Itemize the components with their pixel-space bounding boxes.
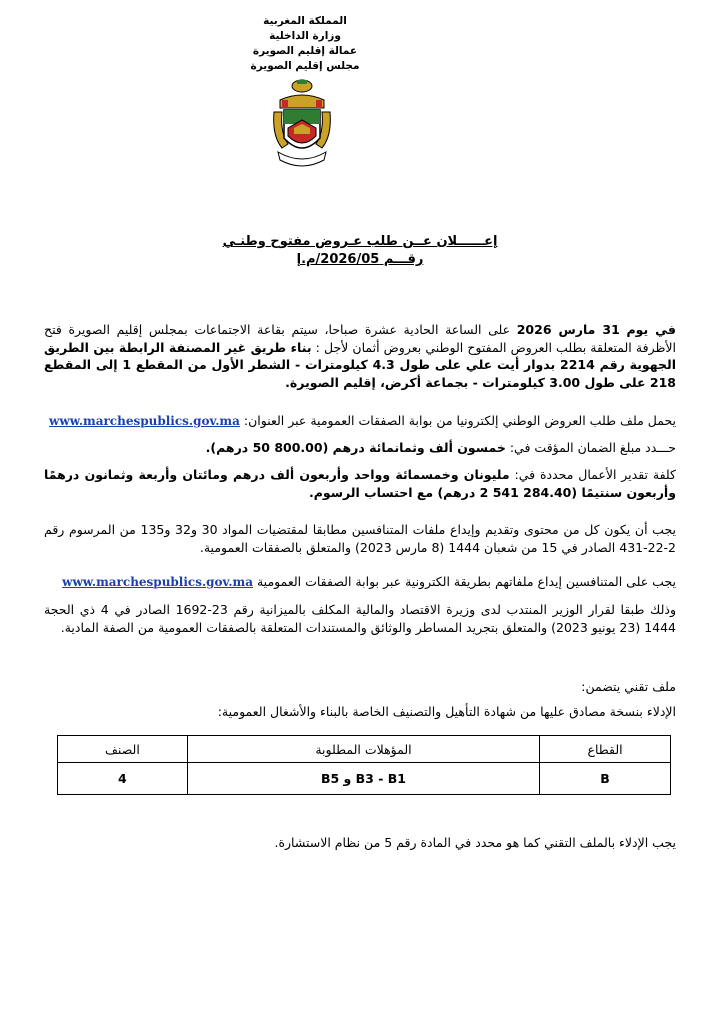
table-header-row xyxy=(58,736,671,763)
p1-object: بناء طريق غير المصنفة الرابطة بين الطريق الجهوية رقم 2214 بدوار أيت علي على طول 4.3 كيلومترات - الشطر الأول من المقطع 1 إلى المقطع 218 على طول 3.00 كيلومترات - بجماعة أكرض، إقليم الصويرة. xyxy=(44,339,676,390)
paragraph-closing xyxy=(44,834,676,852)
header-prefecture: عمالة إقليم الصويرة xyxy=(252,45,358,57)
p4-amount: مليونان وخمسمائة وواحد وأربعون ألف درهم ومائتان وأربعة وثمانون درهمًا وأربعون سنتيمًا (284.40 541 2 درهم) مع احتساب الرسوم. xyxy=(44,467,676,500)
header-sector: القطاع xyxy=(540,736,671,763)
p6-text: يجب على المتنافسين إيداع ملفاتهم بطريقة الكترونية عبر بوابة الصفقات العمومية xyxy=(256,574,676,589)
paragraph-electronic-submission xyxy=(44,573,676,592)
p4-label: كلفة تقدير الأعمال محددة في: xyxy=(514,467,676,482)
paragraph-qualification xyxy=(44,703,676,721)
p10-text: يجب الإدلاء بالملف التقني كما هو محدد في المادة رقم 5 من نظام الاستشارة. xyxy=(274,835,676,850)
paragraph-estimate xyxy=(44,466,676,501)
paragraph-download xyxy=(44,412,676,431)
title-reference: رقـــم 2026/05/م.إ xyxy=(296,252,424,267)
paragraph-decree xyxy=(44,521,676,556)
header-qualifications: المؤهلات المطلوبة xyxy=(187,736,539,763)
portal-link[interactable]: www.marchespublics.gov.ma xyxy=(49,414,240,428)
header-class: الصنف xyxy=(58,736,188,763)
p3-label: حـــدد مبلغ الضمان المؤقت في: xyxy=(509,440,676,455)
header-ministry: وزارة الداخلية xyxy=(269,30,341,42)
p1-date: 31 مارس 2026 xyxy=(516,322,620,337)
header-council: مجلس إقليم الصويرة xyxy=(250,60,360,72)
paragraph-opening xyxy=(44,321,676,391)
issuer-header xyxy=(230,14,380,74)
table-row xyxy=(58,763,671,795)
cell-sector: B xyxy=(540,763,671,795)
paragraph-guarantee xyxy=(44,439,676,457)
p7-text: وذلك طبقا لقرار الوزير المنتدب لدى وزيرة الاقتصاد والمالية المكلف بالميزانية رقم 23-1692 الصادر في 4 ذي الحجة 1444 (23 يونيو 2023) والمتعلق بتجريد المساطر والوثائق والمستندات المتعلقة بالصفقات العمومية من الصفة المادية. xyxy=(44,602,676,635)
cell-qualifications: B3 - B1 و B5 xyxy=(187,763,539,795)
coat-of-arms-icon xyxy=(270,78,334,172)
p5-text: يجب أن يكون كل من محتوى وتقديم وإيداع ملفات المتنافسين مطابقا لمقتضيات المواد 30 و32 و135 من المرسوم رقم 2-22-431 الصادر في 15 من شعبان 1444 (8 مارس 2023) والمتعلق بالصفقات العمومية. xyxy=(44,522,676,555)
p1-intro: في يوم xyxy=(626,322,676,337)
title-line-1: إعــــــلان عــن طلب عـروض مفتوح وطنـي xyxy=(222,234,498,249)
p9-text: الإدلاء بنسخة مصادق عليها من شهادة التأهيل والتصنيف الخاصة بالبناء والأشغال العمومية: xyxy=(217,704,676,719)
paragraph-ministerial-order xyxy=(44,601,676,636)
p2-text: يحمل ملف طلب العروض الوطني إلكترونيا من بوابة الصفقات العمومية عبر العنوان: xyxy=(243,413,676,428)
notice-title xyxy=(200,233,520,269)
cell-class: 4 xyxy=(58,763,188,795)
qualification-table xyxy=(57,735,671,795)
p3-amount: خمسون ألف وثمانمائة درهم (800.00 50 درهم). xyxy=(205,440,506,455)
p8-text: ملف تقني يتضمن: xyxy=(581,679,676,694)
header-kingdom: المملكة المغربية xyxy=(263,15,347,27)
paragraph-technical-file xyxy=(44,678,676,696)
p1-body: على الساعة الحادية عشرة صباحا، سيتم بقاعة الاجتماعات بمجلس إقليم الصويرة فتح الأظرفة المتعلقة بطلب العروض المفتوح الوطني بعروض أثمان لأجل : xyxy=(44,322,677,355)
portal-link-2[interactable]: www.marchespublics.gov.ma xyxy=(62,575,253,589)
